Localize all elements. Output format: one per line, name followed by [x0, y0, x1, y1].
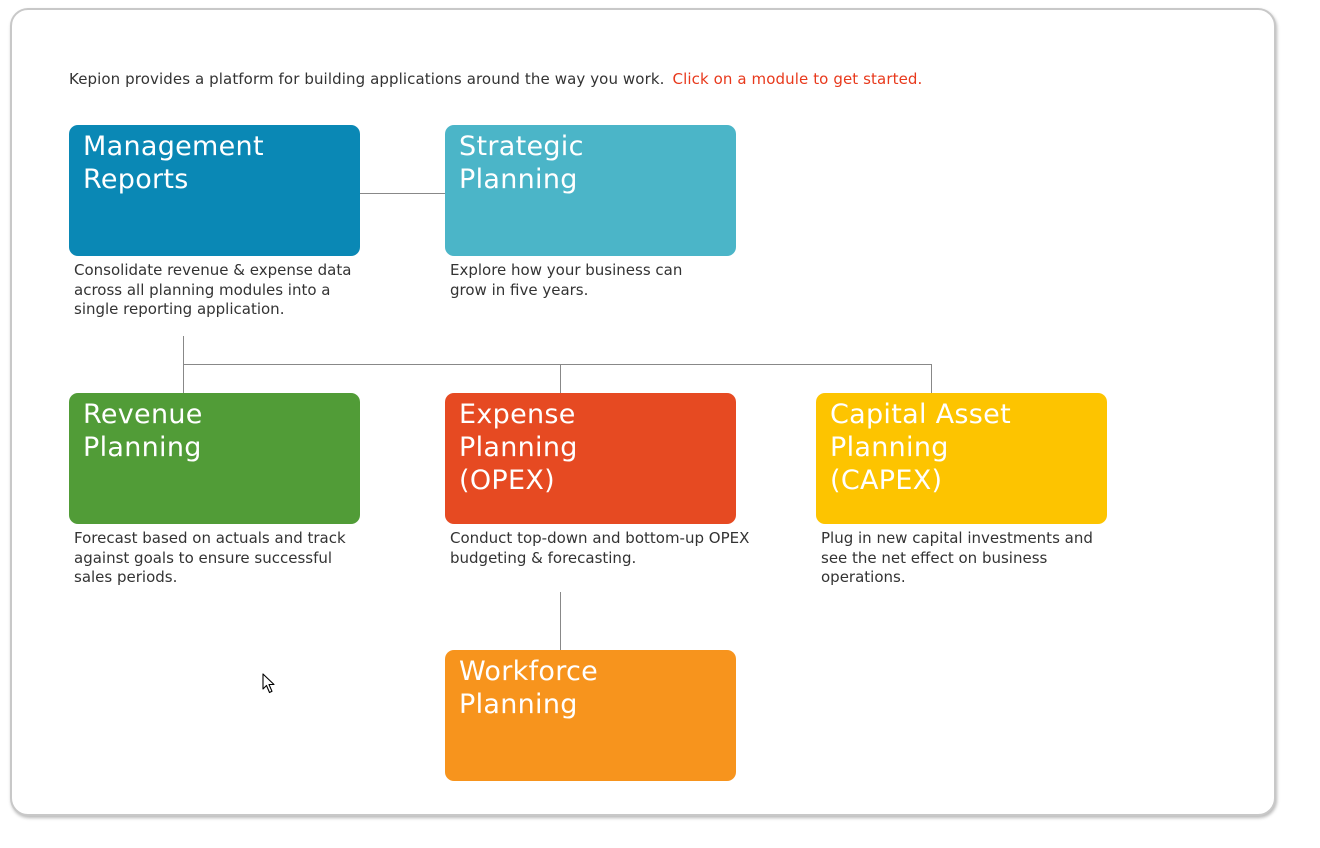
expense-planning-module[interactable] — [445, 393, 736, 524]
capital-asset-planning-module[interactable] — [816, 393, 1107, 524]
module-title-line: Planning — [83, 432, 202, 463]
strategic-planning-description: Explore how your business can grow in five years. — [450, 261, 683, 299]
connector-to-expense — [560, 364, 561, 394]
connector-reports-strategic — [360, 193, 446, 194]
expense-planning-description: Conduct top-down and bottom-up OPEX budgeting & forecasting. — [450, 529, 750, 567]
module-title-line: Capital Asset — [830, 399, 1011, 430]
connector-reports-down — [183, 336, 184, 394]
capital-asset-planning-description: Plug in new capital investments and see the net effect on business operations. — [821, 529, 1093, 586]
intro-text — [69, 70, 922, 88]
module-title-line: (CAPEX) — [830, 465, 943, 496]
module-title-line: Planning — [459, 432, 578, 463]
strategic-planning-module[interactable] — [445, 125, 736, 256]
intro-description: Kepion provides a platform for building applications around the way you work. — [69, 70, 665, 88]
module-title-line: Planning — [830, 432, 949, 463]
connector-planning-bus — [183, 364, 931, 365]
connector-to-capex — [931, 364, 932, 394]
module-title-line: (OPEX) — [459, 465, 555, 496]
module-title-line: Planning — [459, 689, 578, 720]
module-title-line: Workforce — [459, 656, 599, 687]
workforce-planning-module[interactable] — [445, 650, 736, 781]
management-reports-description: Consolidate revenue & expense data across all planning modules into a single reporting application. — [74, 261, 352, 318]
module-title-line: Planning — [459, 164, 578, 195]
module-title-line: Strategic — [459, 131, 584, 162]
module-title-line: Expense — [459, 399, 576, 430]
get-started-link[interactable]: Click on a module to get started. — [672, 70, 923, 88]
mouse-pointer-icon — [262, 673, 276, 695]
revenue-planning-description: Forecast based on actuals and track against goals to ensure successful sales periods. — [74, 529, 346, 586]
module-title-line: Revenue — [83, 399, 203, 430]
management-reports-module[interactable] — [69, 125, 360, 256]
connector-expense-workforce — [560, 592, 561, 651]
module-title-line: Reports — [83, 164, 189, 195]
revenue-planning-module[interactable] — [69, 393, 360, 524]
module-title-line: Management — [83, 131, 264, 162]
